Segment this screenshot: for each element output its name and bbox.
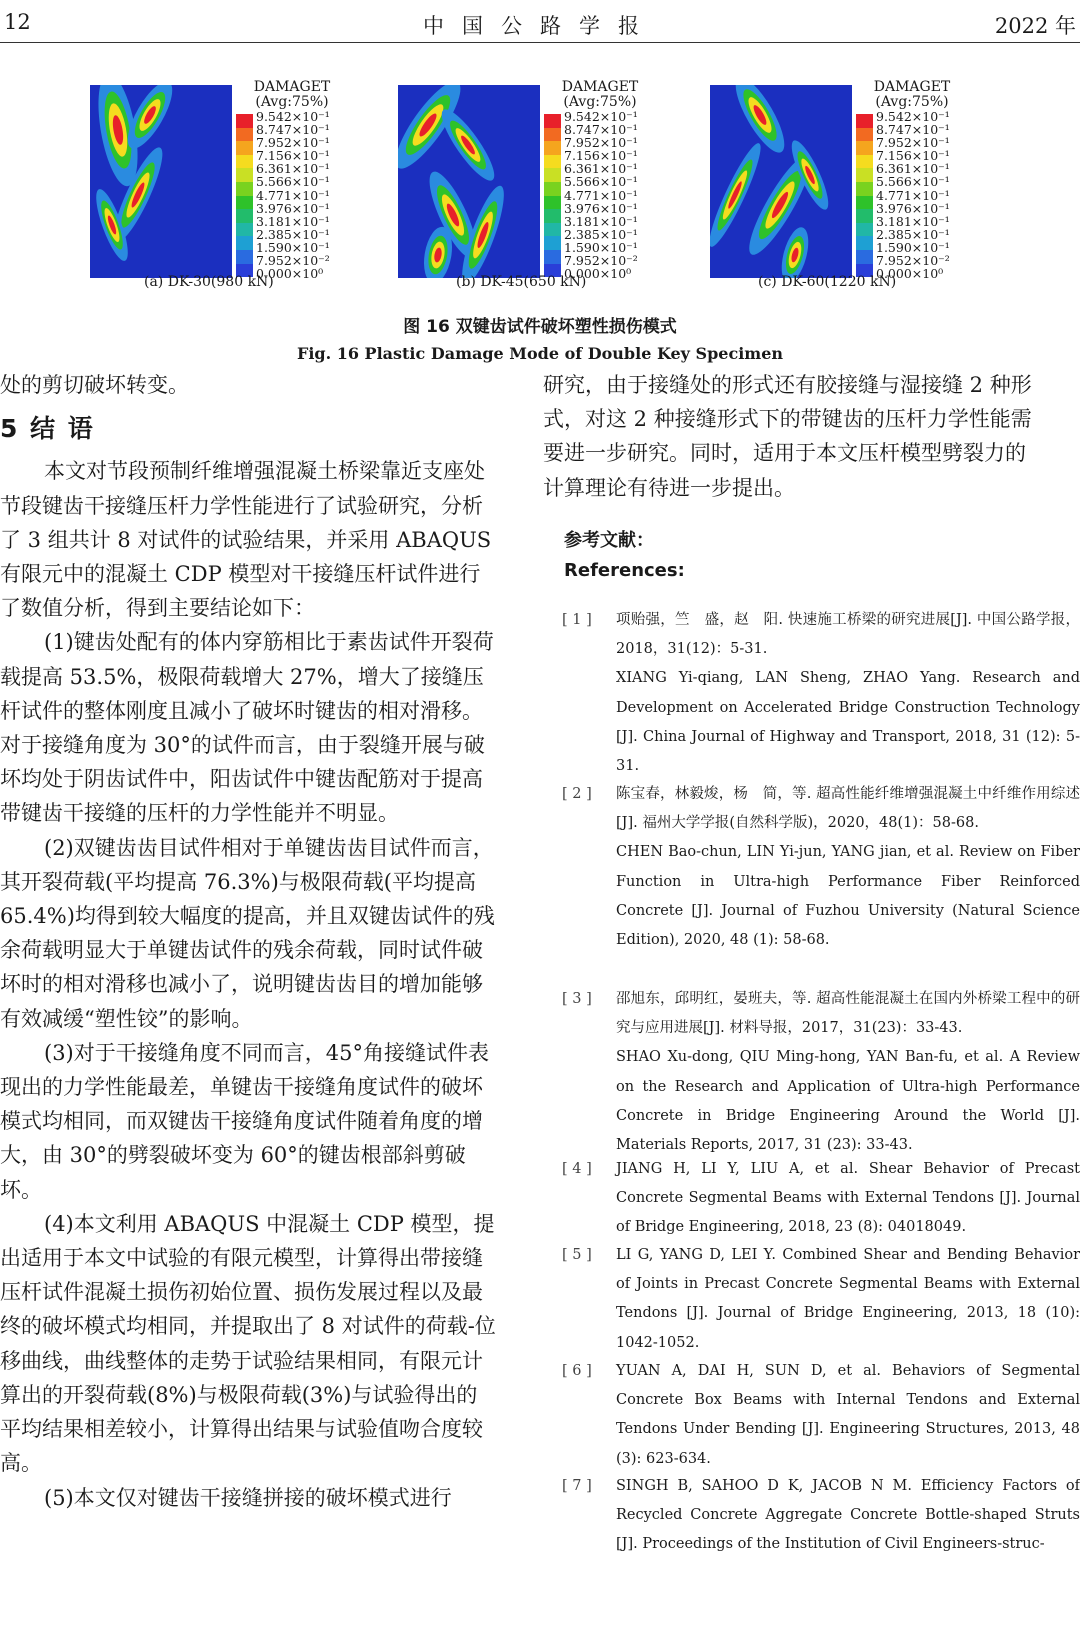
legend-value: 6.361×10⁻¹	[564, 161, 638, 177]
reference-item	[562, 1155, 1080, 1243]
right-column	[543, 368, 1040, 505]
legend-value: 8.747×10⁻¹	[876, 122, 950, 138]
legend-values	[256, 110, 330, 280]
legend-swatch	[544, 196, 561, 210]
legend-value: 2.385×10⁻¹	[564, 226, 638, 242]
reference-text: 邵旭东，邱明红，晏班夫，等. 超高性能混凝土在国内外桥梁工程中的研究与应用进展[J]. 材料导报，2017，31(23)：33-43.	[616, 991, 1080, 1037]
legend-color-bar	[856, 114, 873, 277]
legend-value: 3.181×10⁻¹	[876, 213, 950, 229]
legend-swatch	[856, 196, 873, 210]
legend-value: 7.156×10⁻¹	[876, 148, 950, 164]
legend-swatch	[856, 141, 873, 155]
reference-number: [ 2 ]	[562, 786, 592, 802]
legend-swatch	[856, 209, 873, 223]
paragraph-2: (1)键齿处配有的体内穿筋相比于素齿试件开裂荷载提高 53.5%，极限荷载增大 27%，增大了接缝压杆试件的整体刚度且减小了破坏时键齿的相对滑移。对于接缝角度为 30°的试件而言，由于裂缝开展与破坏均处于阴齿试件中，阳齿试件中键齿配筋对于提高带键齿干接缝的压杆的力学性能并不明显。	[0, 630, 494, 826]
reference-item	[562, 780, 1080, 955]
reference-text: YUAN A, DAI H, SUN D, et al. Behaviors of Segmental Concrete Box Beams with Internal Tendons and External Tendons Under Bending [J]. Engineering Structures, 2013, 48 (3): 623-634.	[616, 1363, 1080, 1467]
damage-legend	[544, 79, 656, 282]
figure-title-en: Fig. 16 Plastic Damage Mode of Double Key Specimen	[296, 344, 784, 363]
year: 2022 年	[994, 14, 1076, 38]
damage-contour-plot	[90, 85, 232, 278]
reference-text: 陈宝春，林毅焌，杨 简，等. 超高性能纤维增强混凝土中纤维作用综述[J]. 福州大学学报(自然科学版)，2020，48(1)：58-68.	[616, 786, 1080, 832]
legend-swatch	[544, 128, 561, 142]
reference-number: [ 5 ]	[562, 1247, 592, 1263]
legend-swatch	[544, 114, 561, 128]
legend-value: 4.771×10⁻¹	[876, 187, 950, 203]
reference-text: 项贻强，竺 盛，赵 阳. 快速施工桥梁的研究进展[J]. 中国公路学报，2018，31(12)：5-31.	[616, 612, 1080, 658]
legend-swatch	[544, 155, 561, 169]
reference-item	[562, 606, 1080, 781]
legend-swatch	[236, 196, 253, 210]
paragraph-continued: 处的剪切破坏转变。	[0, 373, 189, 397]
paragraph-3: (2)双键齿齿目试件相对于单键齿齿目试件而言，其开裂荷载(平均提高 76.3%)与极限荷载(平均提高 65.4%)均得到较大幅度的提高，并且双键齿试件的残余荷载明显大于单键齿试件的残余荷载，同时试件破坏时的相对滑移也减小了，说明键齿齿目的增加能够有效减缓“塑性铰”的影响。	[0, 835, 495, 1031]
legend-value: 7.952×10⁻²	[876, 253, 950, 269]
reference-text: JIANG H, LI Y, LIU A, et al. Shear Behavior of Precast Concrete Segmental Beams with External Tendons [J]. Journal of Bridge Engineering, 2018, 23 (8): 04018049.	[616, 1161, 1080, 1236]
legend-value: 7.952×10⁻²	[256, 253, 330, 269]
legend-value: 9.542×10⁻¹	[564, 109, 638, 124]
legend-value: 8.747×10⁻¹	[564, 122, 638, 138]
legend-value: 7.952×10⁻²	[564, 253, 638, 269]
damage-contour-plot	[398, 85, 540, 278]
legend-swatch	[544, 168, 561, 182]
page-header	[0, 10, 1080, 40]
legend-swatch	[236, 168, 253, 182]
legend-title: DAMAGET	[561, 79, 639, 95]
legend-value: 1.590×10⁻¹	[876, 239, 950, 255]
damage-legend	[856, 79, 968, 282]
legend-value: 3.976×10⁻¹	[256, 200, 330, 216]
legend-color-bar	[544, 114, 561, 277]
paragraph-5: (4)本文利用 ABAQUS 中混凝土 CDP 模型，提出适用于本文中试验的有限元模型，计算得出带接缝压杆试件混凝土损伤初始位置、损伤发展过程以及最终的破坏模式均相同，并提取出了 8 对试件的荷载-位移曲线，曲线整体的走势于试验结果相同，有限元计算出的开裂荷载(8%)与极限荷载(3%)与试验得出的平均结果相差较小，计算得出结果与试验值吻合度较高。	[0, 1211, 496, 1476]
legend-swatch	[856, 155, 873, 169]
legend-value: 9.542×10⁻¹	[256, 109, 330, 124]
legend-title: DAMAGET	[253, 79, 331, 95]
legend-title: DAMAGET	[873, 79, 951, 95]
paragraph-6: (5)本文仅对键齿干接缝拼接的破坏模式进行	[44, 1485, 452, 1510]
reference-item	[562, 1241, 1080, 1358]
reference-number: [ 4 ]	[562, 1161, 592, 1177]
references-heading-en: References:	[564, 560, 685, 581]
legend-swatch	[236, 155, 253, 169]
legend-value: 7.952×10⁻¹	[564, 135, 638, 151]
legend-value: 4.771×10⁻¹	[256, 187, 330, 203]
section-heading: 5 结 语	[0, 414, 95, 444]
legend-value: 2.385×10⁻¹	[256, 226, 330, 242]
journal-name: 中国公路学报	[423, 14, 657, 38]
legend-swatch	[236, 236, 253, 250]
reference-item	[562, 1472, 1080, 1560]
legend-value: 6.361×10⁻¹	[876, 161, 950, 177]
legend-swatch	[856, 236, 873, 250]
paragraph-1: 本文对节段预制纤维增强混凝土桥梁靠近支座处节段键齿干接缝压杆力学性能进行了试验研究，分析了 3 组共计 8 对试件的试验结果，并采用 ABAQUS 有限元中的混凝土 CDP 模型对干接缝压杆试件进行了数值分析，得到主要结论如下：	[0, 459, 492, 621]
reference-text-en: SHAO Xu-dong, QIU Ming-hong, YAN Ban-fu, et al. A Review on the Research and Application of Ultra-high Performance Concrete in Bridge Engineering Around the World [J]. Materials Reports, 2017, 31 (23): 33-43.	[616, 1049, 1080, 1154]
legend-swatch	[856, 168, 873, 182]
legend-swatch	[544, 223, 561, 237]
legend-swatch	[856, 250, 873, 264]
header-rule	[0, 42, 1080, 43]
legend-swatch	[236, 128, 253, 142]
legend-swatch	[856, 223, 873, 237]
damage-contour-plot	[710, 85, 852, 278]
legend-value: 7.952×10⁻¹	[876, 135, 950, 151]
reference-number: [ 3 ]	[562, 991, 592, 1007]
reference-number: [ 1 ]	[562, 612, 592, 628]
legend-swatch	[236, 223, 253, 237]
legend-color-bar	[236, 114, 253, 277]
legend-swatch	[856, 182, 873, 196]
legend-value: 7.156×10⁻¹	[564, 148, 638, 164]
legend-value: 6.361×10⁻¹	[256, 161, 330, 177]
legend-value: 3.976×10⁻¹	[564, 200, 638, 216]
reference-text-en: CHEN Bao-chun, LIN Yi-jun, YANG jian, et al. Review on Fiber Function in Ultra-high Performance Fiber Reinforced Concrete [J]. Journal of Fuzhou University (Natural Science Edition), 2020, 48 (1): 58-68.	[616, 844, 1080, 949]
legend-swatch	[544, 236, 561, 250]
paragraph-right-1: 研究，由于接缝处的形式还有胶接缝与湿接缝 2 种形式，对这 2 种接缝形式下的带键齿的压杆力学性能需要进一步研究。同时，适用于本文压杆模型劈裂力的计算理论有待进一步提出。	[543, 373, 1032, 500]
figure-panel-b	[398, 80, 658, 300]
reference-text: LI G, YANG D, LEI Y. Combined Shear and Bending Behavior of Joints in Precast Concrete Segmental Beams with External Tendons [J]. Journal of Bridge Engineering, 2013, 18 (10): 1042-1052.	[616, 1247, 1080, 1351]
legend-value: 5.566×10⁻¹	[256, 174, 330, 190]
reference-number: [ 7 ]	[562, 1478, 592, 1494]
legend-swatch	[236, 250, 253, 264]
figure-panel-a	[90, 80, 350, 300]
references-heading-cn: 参考文献：	[564, 530, 654, 551]
legend-value: 7.156×10⁻¹	[256, 148, 330, 164]
legend-swatch	[544, 182, 561, 196]
legend-value: 8.747×10⁻¹	[256, 122, 330, 138]
panel-caption: (b) DK-45(650 kN)	[456, 274, 587, 290]
legend-subtitle: (Avg:75%)	[563, 94, 637, 110]
legend-value: 5.566×10⁻¹	[564, 174, 638, 190]
legend-value: 4.771×10⁻¹	[564, 187, 638, 203]
legend-swatch	[544, 209, 561, 223]
legend-subtitle: (Avg:75%)	[255, 94, 329, 110]
legend-swatch	[544, 250, 561, 264]
reference-item	[562, 1357, 1080, 1474]
legend-swatch	[856, 114, 873, 128]
legend-value: 3.976×10⁻¹	[876, 200, 950, 216]
reference-number: [ 6 ]	[562, 1363, 592, 1379]
damage-legend	[236, 79, 348, 282]
legend-value: 3.181×10⁻¹	[564, 213, 638, 229]
figure-title-cn: 图 16 双键齿试件破坏塑性损伤模式	[403, 317, 677, 337]
legend-value: 7.952×10⁻¹	[256, 135, 330, 151]
legend-value: 2.385×10⁻¹	[876, 226, 950, 242]
legend-swatch	[236, 141, 253, 155]
legend-value: 0.000×10⁰	[256, 266, 324, 282]
legend-value: 5.566×10⁻¹	[876, 174, 950, 190]
legend-subtitle: (Avg:75%)	[875, 94, 949, 110]
reference-text: SINGH B, SAHOO D K, JACOB N M. Efficiency Factors of Recycled Concrete Aggregate Concrete Bottle-shaped Struts [J]. Proceedings of the Institution of Civil Engineers-struc-	[616, 1478, 1080, 1553]
figure-panel-c	[710, 80, 970, 300]
paragraph-4: (3)对于干接缝角度不同而言，45°角接缝试件表现出的力学性能最差，单键齿干接缝角度试件的破坏模式均相同，而双键齿干接缝角度试件随着角度的增大，由 30°的劈裂破坏变为 60°的键齿根部斜剪破坏。	[0, 1040, 489, 1202]
panel-caption: (a) DK-30(980 kN)	[144, 274, 274, 290]
reference-item	[562, 985, 1080, 1160]
legend-value: 3.181×10⁻¹	[256, 213, 330, 229]
left-column	[0, 368, 498, 1515]
legend-value: 9.542×10⁻¹	[876, 109, 950, 124]
page-number: 12	[4, 10, 31, 34]
legend-swatch	[236, 114, 253, 128]
legend-values	[564, 110, 638, 280]
reference-text-en: XIANG Yi-qiang, LAN Sheng, ZHAO Yang. Research and Development on Accelerated Bridge Construction Technology [J]. China Journal of Highway and Transport, 2018, 31 (12): 5-31.	[616, 670, 1080, 775]
panel-caption: (c) DK-60(1220 kN)	[758, 274, 897, 290]
legend-values	[876, 110, 950, 280]
legend-value: 0.000×10⁰	[564, 266, 632, 282]
legend-swatch	[236, 209, 253, 223]
legend-value: 1.590×10⁻¹	[256, 239, 330, 255]
legend-swatch	[856, 128, 873, 142]
legend-swatch	[544, 141, 561, 155]
legend-swatch	[236, 182, 253, 196]
legend-value: 0.000×10⁰	[876, 266, 944, 282]
legend-value: 1.590×10⁻¹	[564, 239, 638, 255]
